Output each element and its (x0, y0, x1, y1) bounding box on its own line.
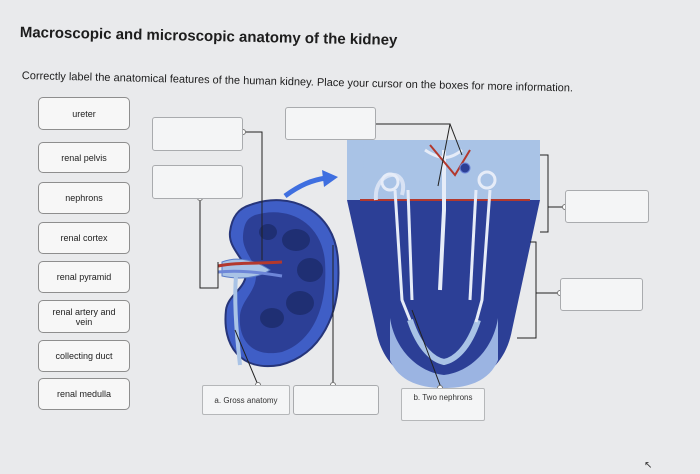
label-renal-medulla[interactable]: renal medulla (38, 378, 130, 410)
label-ureter[interactable]: ureter (38, 97, 130, 130)
label-renal-artery-and-vein[interactable]: renal artery and vein (38, 300, 130, 333)
drop-target-top-center[interactable] (285, 107, 376, 140)
drop-target-middle-left[interactable] (152, 165, 243, 199)
label-renal-pyramid[interactable]: renal pyramid (38, 261, 130, 293)
instructions: Correctly label the anatomical features of the human kidney. Place your cursor on the boxes for more information. (21, 70, 574, 95)
curved-arrow-icon (285, 170, 338, 196)
page-title: Macroscopic and microscopic anatomy of the kidney (19, 24, 398, 49)
label-nephrons[interactable]: nephrons (38, 182, 130, 214)
caption-gross-anatomy: a. Gross anatomy (202, 385, 290, 415)
drop-target-right-lower[interactable] (560, 278, 643, 311)
mouse-cursor-icon: ↖ (644, 460, 653, 471)
drop-target-right-upper[interactable] (565, 190, 649, 223)
label-renal-pelvis[interactable]: renal pelvis (38, 142, 130, 173)
drop-target-top-left[interactable] (152, 117, 243, 151)
label-collecting-duct[interactable]: collecting duct (38, 340, 130, 372)
gross-kidney (218, 200, 338, 366)
drop-target-bottom-center[interactable] (293, 385, 379, 415)
nephron-wedge (347, 140, 540, 388)
label-renal-cortex[interactable]: renal cortex (38, 222, 130, 254)
caption-two-nephrons: b. Two nephrons (401, 388, 485, 421)
